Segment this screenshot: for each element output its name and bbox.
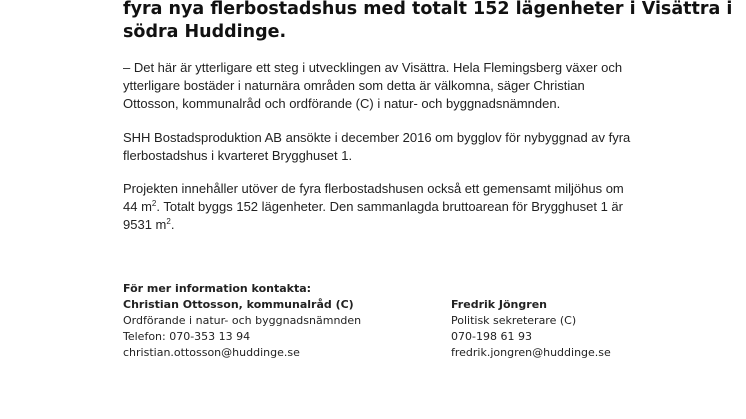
heading-line-2: södra Huddinge. <box>123 22 287 42</box>
paragraph-line: flerbostadshus i kvarteret Brygghuset 1. <box>123 148 353 163</box>
paragraph-line: ytterligare bostäder i naturnära områden som detta är välkomna, säger Christian <box>123 78 585 93</box>
contact-email: christian.ottosson@huddinge.se <box>123 346 300 359</box>
paragraph-line: 9531 $m^2$. <box>123 217 175 232</box>
contact-role: Politisk sekreterare (C) <box>451 314 577 327</box>
paragraph-line: Ottosson, kommunalråd och ordförande (C) i natur- och byggnadsnämnden. <box>123 96 561 111</box>
paragraph-line: 44 $m^2$. Totalt byggs 152 lägenheter. Den sammanlagda bruttoarean för Brygghuset 1 är <box>123 199 623 214</box>
contact-email: fredrik.jongren@huddinge.se <box>451 346 611 359</box>
superscript: 2 <box>151 199 157 208</box>
contact-role: Ordförande i natur- och byggnadsnämnden <box>123 314 362 327</box>
paragraph-line: Projekten innehåller utöver de fyra flerbostadshusen också ett gemensamt miljöhus om <box>123 181 624 196</box>
paragraph-line: SHH Bostadsproduktion AB ansökte i december 2016 om bygglov för nybyggnad av fyra <box>123 130 631 145</box>
contact-name: Fredrik Jöngren <box>451 298 547 311</box>
application-paragraph <box>123 129 723 165</box>
project-paragraph <box>123 180 723 234</box>
contact-name: Christian Ottosson, kommunalråd (C) <box>123 298 354 311</box>
contact-phone: 070-198 61 93 <box>451 330 532 343</box>
quote-paragraph <box>123 59 723 113</box>
superscript: 2 <box>166 217 171 226</box>
press-release-heading <box>123 0 733 44</box>
contact-phone: Telefon: 070-353 13 94 <box>123 330 251 343</box>
paragraph-line: – Det här är ytterligare ett steg i utvecklingen av Visättra. Hela Flemingsberg växer och <box>123 60 623 75</box>
contact-block-left <box>123 281 361 361</box>
heading-line-1: fyra nya flerbostadshus med totalt 152 lägenheter i Visättra i <box>123 0 733 19</box>
contact-block-right <box>451 297 611 361</box>
contact-header: För mer information kontakta: <box>123 282 312 295</box>
